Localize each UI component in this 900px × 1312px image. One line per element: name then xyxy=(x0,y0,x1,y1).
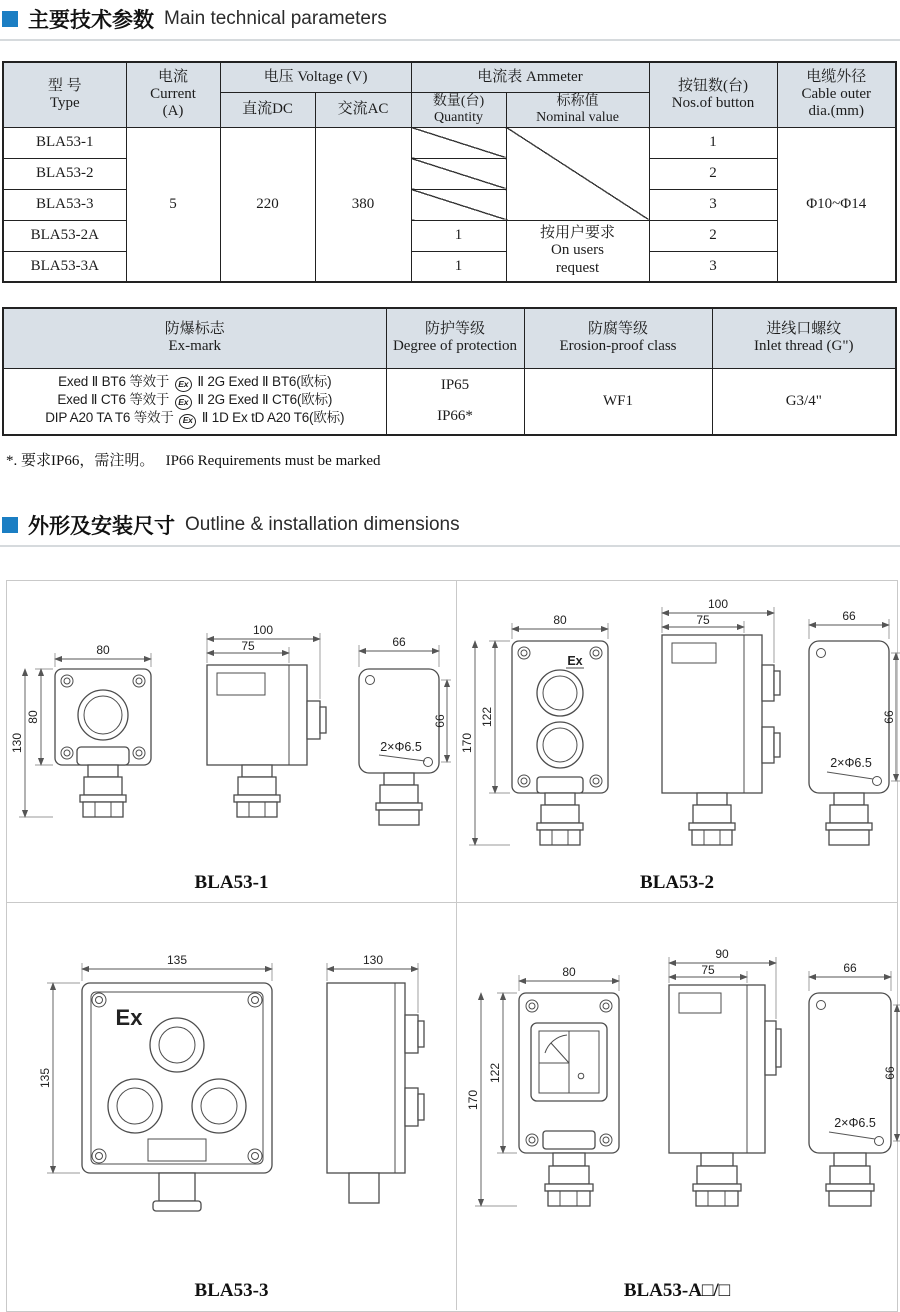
type-cell: BLA53-3A xyxy=(3,251,126,282)
svg-text:75: 75 xyxy=(241,638,255,653)
col-header-cable: 电缆外径 Cable outer dia.(mm) xyxy=(777,62,896,127)
svg-text:66: 66 xyxy=(433,714,447,728)
bla53-2-rear-view xyxy=(809,641,889,845)
buttons-cell: 2 xyxy=(649,220,777,251)
quantity-cell: 1 xyxy=(411,220,506,251)
drawing-caption: BLA53-A□/□ xyxy=(623,1279,731,1301)
svg-text:135: 135 xyxy=(166,952,188,967)
svg-text:Ex: Ex xyxy=(567,653,583,668)
section1-title-cn: 主要技术参数 xyxy=(28,9,154,32)
drawing-caption: BLA53-3 xyxy=(194,1279,269,1301)
bla53-1-drawing xyxy=(7,581,454,867)
blue-square-bullet-icon xyxy=(2,11,18,27)
col-header-erosion: 防腐等级 Erosion-proof class xyxy=(524,308,712,368)
bla53-a-drawing xyxy=(457,903,898,1263)
svg-text:66: 66 xyxy=(883,1066,897,1080)
svg-text:80: 80 xyxy=(562,964,576,979)
divider xyxy=(0,39,900,41)
quantity-na-cell xyxy=(411,158,506,189)
svg-text:122: 122 xyxy=(480,706,494,727)
section-main-parameters-header xyxy=(2,6,900,32)
bla53-2-drawing xyxy=(457,581,898,867)
type-cell: BLA53-2 xyxy=(3,158,126,189)
drawing-caption: BLA53-2 xyxy=(640,871,714,893)
svg-text:66: 66 xyxy=(843,960,857,975)
atex-ex-icon: Ex xyxy=(175,377,192,392)
footnote: *. 要求IP66，需注明。 IP66 Requirements must be marked xyxy=(6,452,381,469)
svg-text:66: 66 xyxy=(392,634,406,649)
bla53-2-front-view xyxy=(512,641,608,845)
col-header-nominal: 标称值 Nominal value xyxy=(506,92,649,127)
svg-text:122: 122 xyxy=(488,1062,502,1083)
nominal-request-cell: 按用户要求 On users request xyxy=(506,220,649,282)
bla53-1-front-view xyxy=(55,669,151,817)
svg-text:130: 130 xyxy=(362,952,384,967)
atex-ex-icon: Ex xyxy=(175,395,192,410)
dimension-drawings-panel xyxy=(6,580,898,1312)
buttons-cell: 2 xyxy=(649,158,777,189)
bla53-2-side-view xyxy=(662,635,780,845)
svg-text:100: 100 xyxy=(707,596,729,611)
divider xyxy=(0,545,900,547)
col-header-buttons: 按钮数(台) Nos.of button xyxy=(649,62,777,127)
svg-text:80: 80 xyxy=(553,612,567,627)
bla53-3-drawing xyxy=(7,903,454,1263)
svg-text:2×Φ6.5: 2×Φ6.5 xyxy=(380,739,422,754)
drawing-cell-bla53-2 xyxy=(456,581,897,903)
svg-text:2×Φ6.5: 2×Φ6.5 xyxy=(830,755,872,770)
drawing-cell-bla53-a xyxy=(456,903,897,1310)
col-header-inlet: 进线口螺纹 Inlet thread (G") xyxy=(712,308,896,368)
col-header-dc: 直流DC xyxy=(220,92,315,127)
section2-title-en: Outline & installation dimensions xyxy=(185,513,460,535)
section2-title-cn: 外形及安装尺寸 xyxy=(28,514,175,538)
bla53-1-side-view xyxy=(207,665,326,817)
erosion-cell: WF1 xyxy=(524,368,712,435)
cable-cell: Φ10~Φ14 xyxy=(777,127,896,282)
svg-text:Ex: Ex xyxy=(115,1004,143,1030)
nominal-na-cell xyxy=(506,127,649,220)
bla53-3-side-view xyxy=(327,983,424,1203)
svg-text:170: 170 xyxy=(466,1089,480,1110)
datasheet-page xyxy=(0,6,900,1301)
protection-table xyxy=(2,307,897,436)
atex-ex-icon: Ex xyxy=(179,414,196,429)
section1-title-en: Main technical parameters xyxy=(164,8,387,29)
table-row xyxy=(3,127,896,158)
main-parameters-table xyxy=(2,61,897,283)
section-outline-dimensions-header xyxy=(2,512,900,538)
current-cell: 5 xyxy=(126,127,220,282)
buttons-cell: 3 xyxy=(649,189,777,220)
dc-cell: 220 xyxy=(220,127,315,282)
svg-text:170: 170 xyxy=(460,732,474,753)
protection-cell: IP65 IP66* xyxy=(386,368,524,435)
col-header-ac: 交流AC xyxy=(315,92,411,127)
col-header-exmark: 防爆标志 Ex-mark xyxy=(3,308,386,368)
type-cell: BLA53-1 xyxy=(3,127,126,158)
col-header-ammeter: 电流表 Ammeter xyxy=(411,62,649,92)
svg-text:75: 75 xyxy=(701,962,715,977)
inlet-cell: G3/4" xyxy=(712,368,896,435)
svg-text:66: 66 xyxy=(882,710,896,724)
ac-cell: 380 xyxy=(315,127,411,282)
drawing-cell-bla53-1 xyxy=(7,581,456,903)
buttons-cell: 1 xyxy=(649,127,777,158)
col-header-quantity: 数量(台) Quantity xyxy=(411,92,506,127)
col-header-type: 型 号 Type xyxy=(3,62,126,127)
type-cell: BLA53-2A xyxy=(3,220,126,251)
svg-text:75: 75 xyxy=(696,612,710,627)
col-header-current: 电流 Current (A) xyxy=(126,62,220,127)
drawing-caption: BLA53-1 xyxy=(194,871,269,893)
svg-text:80: 80 xyxy=(26,710,40,724)
svg-text:2×Φ6.5: 2×Φ6.5 xyxy=(834,1115,876,1130)
quantity-na-cell xyxy=(411,127,506,158)
quantity-na-cell xyxy=(411,189,506,220)
type-cell: BLA53-3 xyxy=(3,189,126,220)
col-header-voltage: 电压 Voltage (V) xyxy=(220,62,411,92)
svg-text:80: 80 xyxy=(96,642,110,657)
bla53-3-front-view xyxy=(82,983,272,1211)
quantity-cell: 1 xyxy=(411,251,506,282)
svg-text:100: 100 xyxy=(252,622,274,637)
drawing-cell-bla53-3 xyxy=(7,903,456,1310)
svg-text:66: 66 xyxy=(842,608,856,623)
bla53-a-rear-view xyxy=(809,993,891,1206)
bla53-a-side-view xyxy=(669,985,781,1206)
svg-text:90: 90 xyxy=(715,946,729,961)
bla53-a-front-view xyxy=(519,993,619,1206)
svg-text:130: 130 xyxy=(10,732,24,753)
svg-text:135: 135 xyxy=(38,1067,52,1088)
buttons-cell: 3 xyxy=(649,251,777,282)
col-header-protection: 防护等级 Degree of protection xyxy=(386,308,524,368)
blue-square-bullet-icon xyxy=(2,517,18,533)
exmark-cell: Exed Ⅱ BT6 等效于 Ex Ⅱ 2G Exed Ⅱ BT6(欧标) Exed Ⅱ CT6 等效于 Ex Ⅱ 2G Exed Ⅱ CT6(欧标) DIP A20 TA T6 等效于 Ex Ⅱ 1D Ex tD A20 T6(欧标) xyxy=(3,368,386,435)
